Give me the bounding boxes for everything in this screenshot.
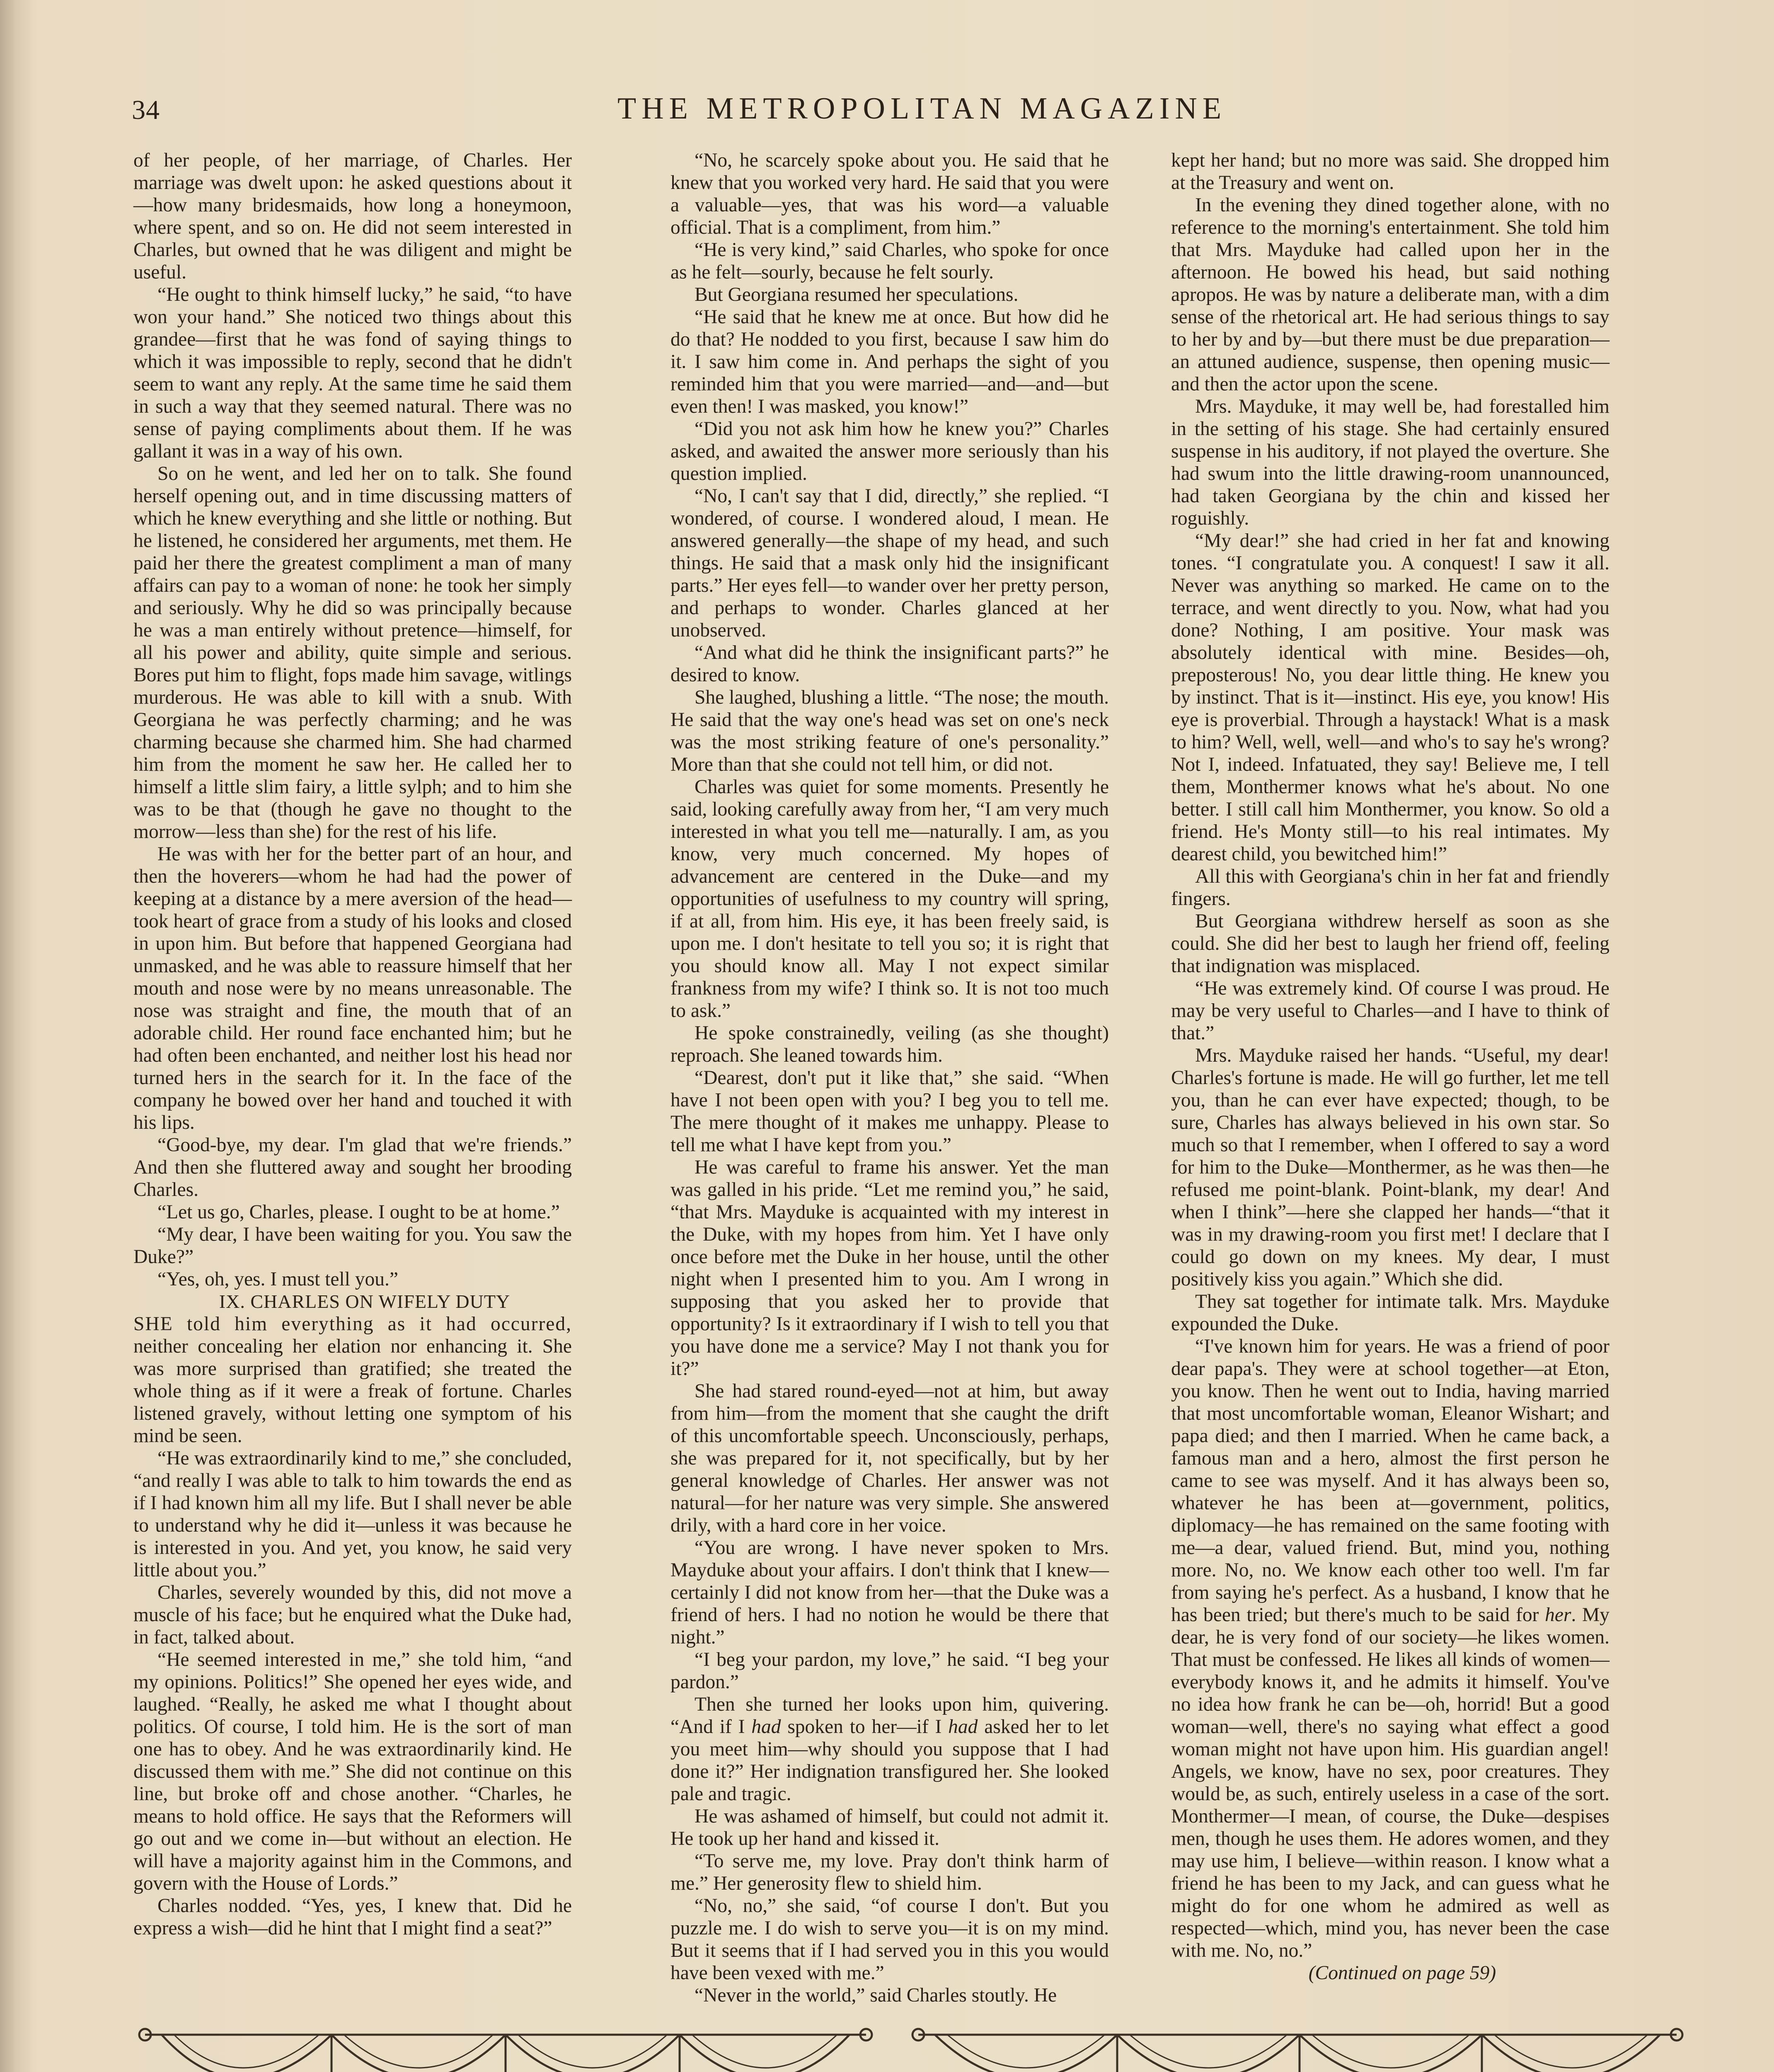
paragraph: “Dearest, don't put it like that,” she said. “When have I not been open with you? I beg you to tell me. The mere thought of it makes me unhappy. Please to tell me what I have kept from you.” (670, 1067, 1109, 1156)
text-column-3 (1171, 149, 1609, 1984)
paragraph: “Let us go, Charles, please. I ought to be at home.” (157, 1201, 560, 1223)
text-run: spoken to her—if I (781, 1716, 949, 1738)
paragraph: SHE told him everything as it had occurred, neither concealing her elation nor enhancing it. She was more surprised than gratified; she treated the whole thing as if it were a freak of fortune. Charles listened gravely, without letting one symptom of his mind be seen. (133, 1313, 572, 1447)
paragraph: “You are wrong. I have never spoken to Mrs. Mayduke about your affairs. I don't think that I knew—certainly I did not know from her—that the Duke was a friend of hers. I had no notion he would be there that night.” (670, 1537, 1109, 1648)
emphasis: had (751, 1716, 781, 1738)
paragraph: “My dear!” she had cried in her fat and knowing tones. “I congratulate you. A conquest! I saw it all. Never was anything so marked. He came on to the terrace, and went directly to you. Now, what had you done? Nothing, I am positive. Your mask was absolutely identical with mine. Besides—oh, preposterous! No, you dear little thing. He knew you by instinct. That is it—instinct. His eye, you know! His eye is proverbial. Through a haystack! What is a mask to him? Well, well, well—and who's to say he's wrong? Not I, indeed. Infatuated, they say! Believe me, I tell them, Monthermer knows what he's about. No one better. I still call him Monthermer, you know. So old a friend. He's Monty still—to his real intimates. My dearest child, you bewitched him!” (1171, 530, 1609, 865)
paragraph (670, 1693, 1109, 1805)
paragraph: He was careful to frame his answer. Yet the man was galled in his pride. “Let me remind you,” he said, “that Mrs. Mayduke is acquainted with my interest in the Duke, with my hopes from him. Yet I have only once before met the Duke in her house, until the other night when I presented him to you. Am I wrong in supposing that you asked her to provide that opportunity? Is it extraordinary if I wish to tell you that you have done me a service? May I not thank you for it?” (670, 1157, 1109, 1380)
paragraph: But Georgiana resumed her speculations. (695, 284, 1019, 305)
paragraph: Mrs. Mayduke raised her hands. “Useful, my dear! Charles's fortune is made. He will go further, let me tell you, than he can ever have expected; though, to be sure, Charles has always believed in his own star. So much so that I remember, when I offered to say a word for him to the Duke—Monthermer, as he was then—he refused me point-blank. Point-blank, my dear! And when I think”—here she clapped her hands—“that it was in my drawing-room you first met! I declare that I could go down on my knees. My dear, I must positively kiss you again.” Which she did. (1171, 1045, 1609, 1290)
page-number: 34 (132, 95, 160, 125)
paragraph: “My dear, I have been waiting for you. You saw the Duke?” (133, 1224, 572, 1268)
paragraph: “He was extremely kind. Of course I was proud. He may be very useful to Charles—and I have to think of that.” (1171, 978, 1609, 1044)
paragraph: They sat together for intimate talk. Mrs. Mayduke expounded the Duke. (1171, 1291, 1609, 1335)
text-run: Then she turned her looks upon him, quivering. “And if I (670, 1694, 1109, 1738)
text-run: asked her to let you meet him—why should you suppose that I had done it?” Her indignation transfigured her. She looked pale and tragic. (670, 1716, 1109, 1805)
paragraph: Charles was quiet for some moments. Presently he said, looking carefully away from her, “I am very much interested in what you tell me—naturally. I am, as you know, very much concerned. My hopes of advancement are centered in the Duke—and my opportunities of usefulness to my country will spring, if at all, from him. His eye, it has been freely said, is upon me. I don't hesitate to tell you so; it is right that you should know all. May I not expect similar frankness from my wife? I think so. It is not too much to ask.” (670, 776, 1109, 1021)
paragraph: But Georgiana withdrew herself as soon as she could. She did her best to laugh her friend off, feeling that indignation was misplaced. (1171, 910, 1609, 977)
paragraph: In the evening they dined together alone, with no reference to the morning's entertainment. She told him that Mrs. Mayduke had called upon her in the afternoon. He bowed his head, but said nothing apropos. He was by nature a deliberate man, with a dim sense of the rhetorical art. He had serious things to say to her by and by—but there must be due preparation—an attuned audience, suspense, then opening music—and then the actor upon the scene. (1171, 194, 1609, 395)
magazine-title: THE METROPOLITAN MAGAZINE (617, 92, 1227, 126)
paragraph: “He seemed interested in me,” she told him, “and my opinions. Politics!” She opened her eyes wide, and laughed. “Really, he asked me what I thought about politics. Of course, I told him. He is the sort of man one has to obey. And he was extraordinarily kind. He discussed them with me.” She did not continue on this line, but broke off and chose another. “Charles, he means to hold office. He says that the Reformers will go out and we come in—but without an election. He will have a majority against him in the Commons, and govern with the House of Lords.” (133, 1649, 572, 1894)
paragraph (1171, 1335, 1609, 1962)
paragraph: Charles, severely wounded by this, did not move a muscle of his face; but he enquired what the Duke had, in fact, talked about. (133, 1582, 572, 1648)
paragraph: “Yes, oh, yes. I must tell you.” (157, 1268, 398, 1290)
paragraph: “Did you not ask him how he knew you?” Charles asked, and awaited the answer more seriously than his question implied. (670, 418, 1109, 484)
paragraph: “And what did he think the insignificant parts?” he desired to know. (670, 642, 1109, 686)
paragraph: of her people, of her marriage, of Charles. Her marriage was dwelt upon: he asked questions about it—how many bridesmaids, how long a honeymoon, where spent, and so on. He did not seem interested in Charles, but owned that he was diligent and might be useful. (133, 150, 572, 283)
text-column-1 (133, 149, 572, 1939)
section-heading: IX. CHARLES ON WIFELY DUTY (219, 1291, 511, 1312)
paragraph: “Never in the world,” said Charles stoutly. He (695, 1985, 1057, 2006)
emphasis: had (948, 1716, 978, 1738)
paragraph: She laughed, blushing a little. “The nose; the mouth. He said that the way one's head was set on one's neck was the most striking feature of one's personality.” More than that she could not tell him, or did not. (670, 687, 1109, 775)
garland-ornament-right (910, 2022, 1685, 2072)
paragraph: So on he went, and led her on to talk. She found herself opening out, and in time discussing matters of which he knew everything and she little or nothing. But he listened, he considered her arguments, met them. He paid her there the greatest compliment a man of many affairs can pay to a woman of none: he took her simply and seriously. Why he did so was principally because he was a man entirely without pretence—himself, for all his power and ability, quite simple and serious. Bores put him to flight, fops made him savage, witlings murderous. He was able to kill with a snub. With Georgiana he was perfectly charming; and he was charming because she charmed him. She had charmed him from the moment he saw her. He called her to himself a little slim fairy, a little sylph; and to him she was to be that (though he gave no thought to the morrow—less than she) for the rest of his life. (133, 463, 572, 842)
paragraph: “He said that he knew me at once. But how did he do that? He nodded to you first, because I saw him do it. I saw him come in. And perhaps the sight of you reminded him that you were married—and—and—but even then! I was masked, you know!” (670, 306, 1109, 417)
paragraph: “No, I can't say that I did, directly,” she replied. “I wondered, of course. I wondered aloud, I mean. He answered generally—the shape of my head, and such things. He said that a mask only hid the insignificant parts.” Her eyes fell—to wander over her pretty person, and perhaps to wonder. Charles glanced at her unobserved. (670, 485, 1109, 641)
paragraph: She had stared round-eyed—not at him, but away from him—from the moment that she caught the drift of this uncomfortable speech. Unconsciously, perhaps, she was prepared for it, not specifically, but by her general knowledge of Charles. Her answer was not natural—for her nature was very simple. She answered drily, with a hard core in her voice. (670, 1380, 1109, 1536)
garland-ornament-left (137, 2022, 874, 2072)
text-run: . My dear, he is very fond of our society—he likes women. That must be confessed. He likes all kinds of women—everybody knows it, and he admits it himself. You've no idea how frank he can be—oh, horrid! But a good woman—well, there's no saying what effect a good woman might not have upon him. His guardian angel! Angels, we know, have no sex, poor creatures. They would be, as such, entirely useless in a case of the sort. Monthermer—I mean, of course, the Duke—despises men, though he uses them. He adores women, and they may use him, I believe—within reason. I know what a friend he has been to my Jack, and can guess what he might do for one whom he admired as well as respected—which, mind you, has never been the case with me. No, no.” (1171, 1604, 1609, 1961)
paragraph: “I beg your pardon, my love,” he said. “I beg your pardon.” (670, 1649, 1109, 1693)
paragraph: He was ashamed of himself, but could not admit it. He took up her hand and kissed it. (670, 1806, 1109, 1849)
paragraph: “Good-bye, my dear. I'm glad that we're friends.” And then she fluttered away and sought her brooding Charles. (133, 1134, 572, 1201)
paragraph: “He ought to think himself lucky,” he said, “to have won your hand.” She noticed two things about this grandee—first that he was fond of saying things to which it was impossible to reply, second that he didn't seem to want any reply. At the same time he said them in such a way that they seemed natural. There was no sense of paying compliments about them. If he was gallant it was in a way of his own. (133, 284, 572, 462)
paragraph: He was with her for the better part of an hour, and then the hoverers—whom he had had the power of keeping at a distance by a mere aversion of the head—took heart of grace from a study of his looks and closed in upon him. But before that happened Georgiana had unmasked, and he was able to reassure himself that her mouth and nose were by no means unreasonable. The nose was straight and fine, the mouth that of an adorable child. Her round face enchanted him; but he had often been enchanted, and neither lost his head nor turned hers in the search for it. In the face of the company he bowed over her hand and touched it with his lips. (133, 843, 572, 1133)
paragraph: He spoke constrainedly, veiling (as she thought) reproach. She leaned towards him. (670, 1022, 1109, 1066)
paragraph: “No, no,” she said, “of course I don't. But you puzzle me. I do wish to serve you—it is on my mind. But it seems that if I had served you in this you would have been vexed with me.” (670, 1895, 1109, 1984)
paragraph: kept her hand; but no more was said. She dropped him at the Treasury and went on. (1171, 150, 1609, 194)
text-run: “I've known him for years. He was a friend of poor dear papa's. They were at school together—at Eton, you know. Then he went out to India, having married that most uncomfortable woman, Eleanor Wishart; and papa died; and then I married. When he came back, a famous man and a hero, almost the first person he came to see was myself. And it has always been so, whatever he has been at—government, politics, diplomacy—he has remained on the same footing with me—a dear, valued friend. But, mind you, nothing more. No, no. We know each other too well. I'm far from saying he's perfect. As a husband, I know that he has been tried; but there's much to be said for (1171, 1336, 1609, 1626)
paragraph: All this with Georgiana's chin in her fat and friendly fingers. (1171, 866, 1609, 910)
paragraph: “No, he scarcely spoke about you. He said that he knew that you worked very hard. He said that you were a valuable—yes, that was his word—a valuable official. That is a compliment, from him.” (670, 150, 1109, 238)
paragraph: “He is very kind,” said Charles, who spoke for once as he felt—sourly, because he felt sourly. (670, 239, 1109, 283)
paragraph: “To serve me, my love. Pray don't think harm of me.” Her generosity flew to shield him. (670, 1850, 1109, 1894)
paragraph: Charles nodded. “Yes, yes, I knew that. Did he express a wish—did he hint that I might find a seat?” (133, 1895, 572, 1939)
text-column-2 (670, 149, 1109, 2007)
paragraph: “He was extraordinarily kind to me,” she concluded, “and really I was able to talk to him towards the end as if I had known him all my life. But I shall never be able to understand why he did it—unless it was because he is interested in you. And yet, you know, he said very little about you.” (133, 1447, 572, 1581)
paragraph: Mrs. Mayduke, it may well be, had forestalled him in the setting of his stage. She had certainly ensured suspense in his auditory, if not played the overture. She had swum into the little drawing-room unannounced, had taken Georgiana by the chin and kissed her roguishly. (1171, 396, 1609, 529)
continued-note: (Continued on page 59) (1308, 1962, 1496, 1984)
emphasis: her (1545, 1604, 1571, 1626)
